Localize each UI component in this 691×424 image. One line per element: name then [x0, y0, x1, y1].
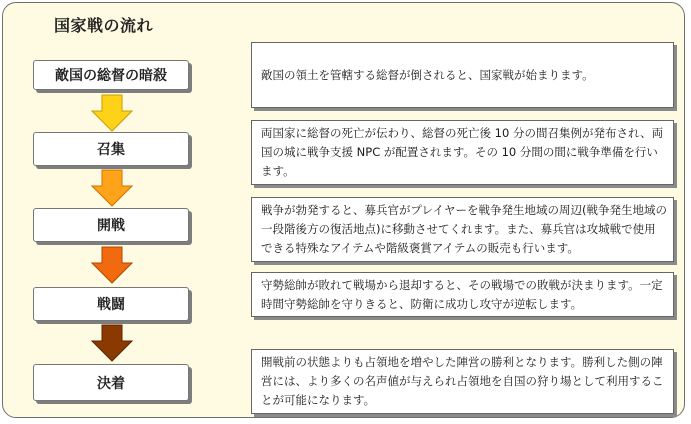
description-text: 敵国の領土を管轄する総督が倒されると、国家戦が始まります。 — [261, 67, 594, 82]
stage-description-conclusion — [251, 349, 674, 414]
flow-arrow-3 — [91, 246, 133, 284]
stage-description-battle — [251, 272, 674, 317]
description-text: 守勢総帥が敗れて戦場から退却すると、その戦場での敗戦が決まります。一定時間守勢総帥を守りきると、防衛に成功し攻守が逆転します。 — [261, 277, 663, 311]
stage-description-war-start — [251, 197, 674, 262]
stage-box-assassination: 敵国の総督の暗殺 — [33, 60, 189, 90]
flow-arrow-1 — [91, 94, 133, 132]
stage-box-war-start: 開戦 — [33, 208, 189, 242]
stage-description-summon — [251, 120, 674, 185]
flow-arrow-2 — [91, 169, 133, 207]
description-text: 両国家に総督の死亡が伝わり、総督の死亡後 10 分の間召集例が発布され、両国の城に戦争支援 NPC が配置されます。その 10 分間の間に戦争準備を行います。 — [261, 126, 664, 178]
stage-box-conclusion: 決着 — [33, 364, 189, 401]
page-title: 国家戦の流れ — [54, 16, 154, 35]
flow-arrow-4 — [91, 324, 133, 362]
stage-box-battle: 戦闘 — [33, 287, 189, 321]
description-text: 戦争が勃発すると、募兵官がプレイヤーを戦争発生地域の周辺(戦争発生地域の一段階後方の復活地点)に移動させてくれます。また、募兵官は攻城戦で使用できる特殊なアイテムや階級褒賞アイテムの販売も行います。 — [261, 203, 667, 255]
description-text: 開戦前の状態よりも占領地を増やした陣営の勝利となります。勝利した側の陣営には、より多くの名声値が与えられ占領地を自国の狩り場として利用することが可能になります。 — [261, 355, 664, 407]
stage-description-assassination — [251, 42, 674, 108]
stage-box-summon: 召集 — [33, 132, 189, 166]
